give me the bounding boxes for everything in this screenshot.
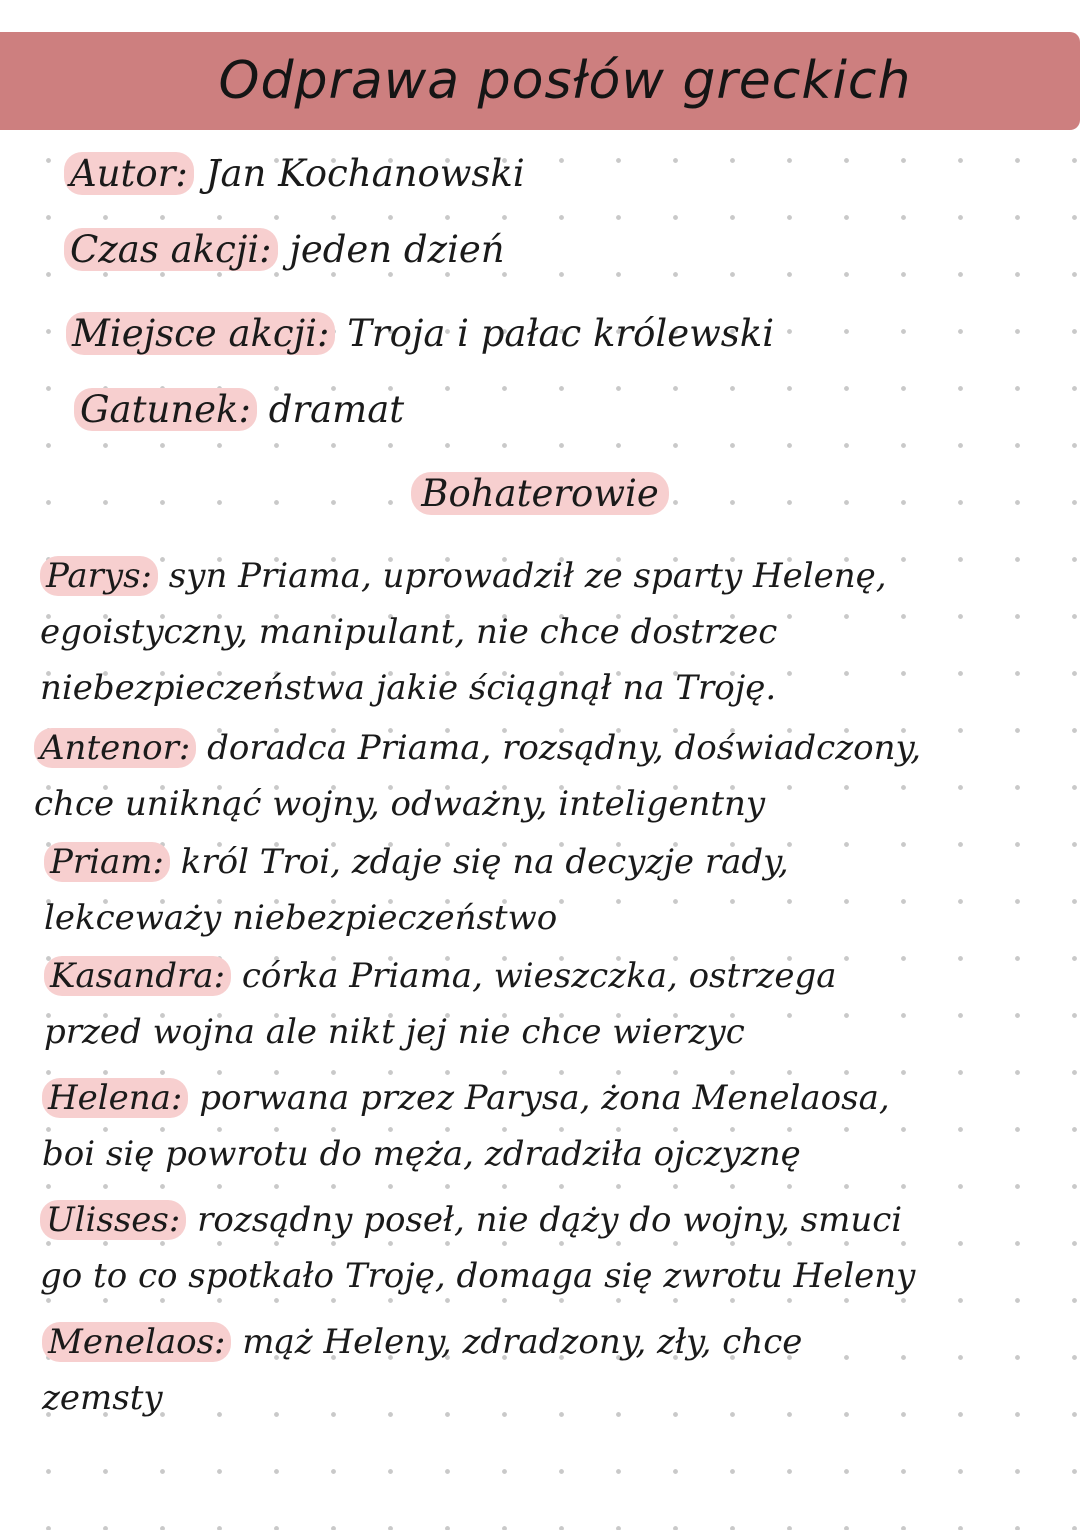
character-antenor xyxy=(34,720,1074,832)
info-author-label: Autor: xyxy=(64,152,194,195)
info-place-label: Miejsce akcji: xyxy=(66,312,335,355)
character-desc: rozsądny poseł, nie dąży do wojny, smuci xyxy=(197,1200,903,1240)
character-desc: syn Priama, uprowadził ze sparty Helenę, xyxy=(168,556,887,596)
character-desc: doradca Priama, rozsądny, doświadczony, xyxy=(207,728,922,768)
character-line xyxy=(42,1070,1080,1126)
character-line: lekceważy niebezpieczeństwo xyxy=(44,898,558,938)
character-kasandra xyxy=(44,948,1080,1060)
character-line xyxy=(40,1192,1080,1248)
character-name: Antenor: xyxy=(34,728,196,768)
character-priam xyxy=(44,834,1080,946)
character-name: Parys: xyxy=(40,556,158,596)
page-title: Odprawa posłów greckich xyxy=(218,51,912,111)
character-line xyxy=(44,948,1080,1004)
character-line: chce uniknąć wojny, odważny, inteligentny xyxy=(34,784,766,824)
character-parys xyxy=(40,548,1080,716)
info-author-value: Jan Kochanowski xyxy=(205,152,525,195)
character-line: egoistyczny, manipulant, nie chce dostrzec xyxy=(40,612,778,652)
character-line xyxy=(42,1314,1080,1370)
character-name: Ulisses: xyxy=(40,1200,186,1240)
character-menelaos xyxy=(42,1314,1080,1426)
character-desc: córka Priama, wieszczka, ostrzega xyxy=(241,956,837,996)
character-name: Helena: xyxy=(42,1078,188,1118)
character-name: Priam: xyxy=(44,842,170,882)
info-place-value: Troja i pałac królewski xyxy=(347,312,775,355)
character-line: boi się powrotu do męża, zdradziła ojczyznę xyxy=(42,1134,801,1174)
character-line: niebezpieczeństwa jakie ściągnął na Troję. xyxy=(40,668,777,708)
info-place xyxy=(66,312,774,355)
characters-heading-text: Bohaterowie xyxy=(411,472,668,515)
character-line xyxy=(44,834,1080,890)
character-line: przed wojna ale nikt jej nie chce wierzyc xyxy=(44,1012,745,1052)
info-genre-value: dramat xyxy=(268,388,405,431)
character-desc: porwana przez Parysa, żona Menelaosa, xyxy=(199,1078,890,1118)
character-desc: król Troi, zdaje się na decyzje rady, xyxy=(180,842,789,882)
info-time-value: jeden dzień xyxy=(289,228,505,271)
character-helena xyxy=(42,1070,1080,1182)
info-genre xyxy=(74,388,404,431)
character-name: Menelaos: xyxy=(42,1322,231,1362)
character-name: Kasandra: xyxy=(44,956,231,996)
character-desc: mąż Heleny, zdradzony, zły, chce xyxy=(242,1322,803,1362)
character-line xyxy=(34,720,1074,776)
character-line: go to co spotkało Troję, domaga się zwrotu Heleny xyxy=(40,1256,916,1296)
character-line: zemsty xyxy=(42,1378,163,1418)
character-ulisses xyxy=(40,1192,1080,1304)
character-line xyxy=(40,548,1080,604)
info-time-label: Czas akcji: xyxy=(64,228,278,271)
characters-heading xyxy=(0,472,1080,515)
info-genre-label: Gatunek: xyxy=(74,388,257,431)
info-time xyxy=(64,228,505,271)
info-author xyxy=(64,152,525,195)
title-banner xyxy=(0,32,1080,130)
